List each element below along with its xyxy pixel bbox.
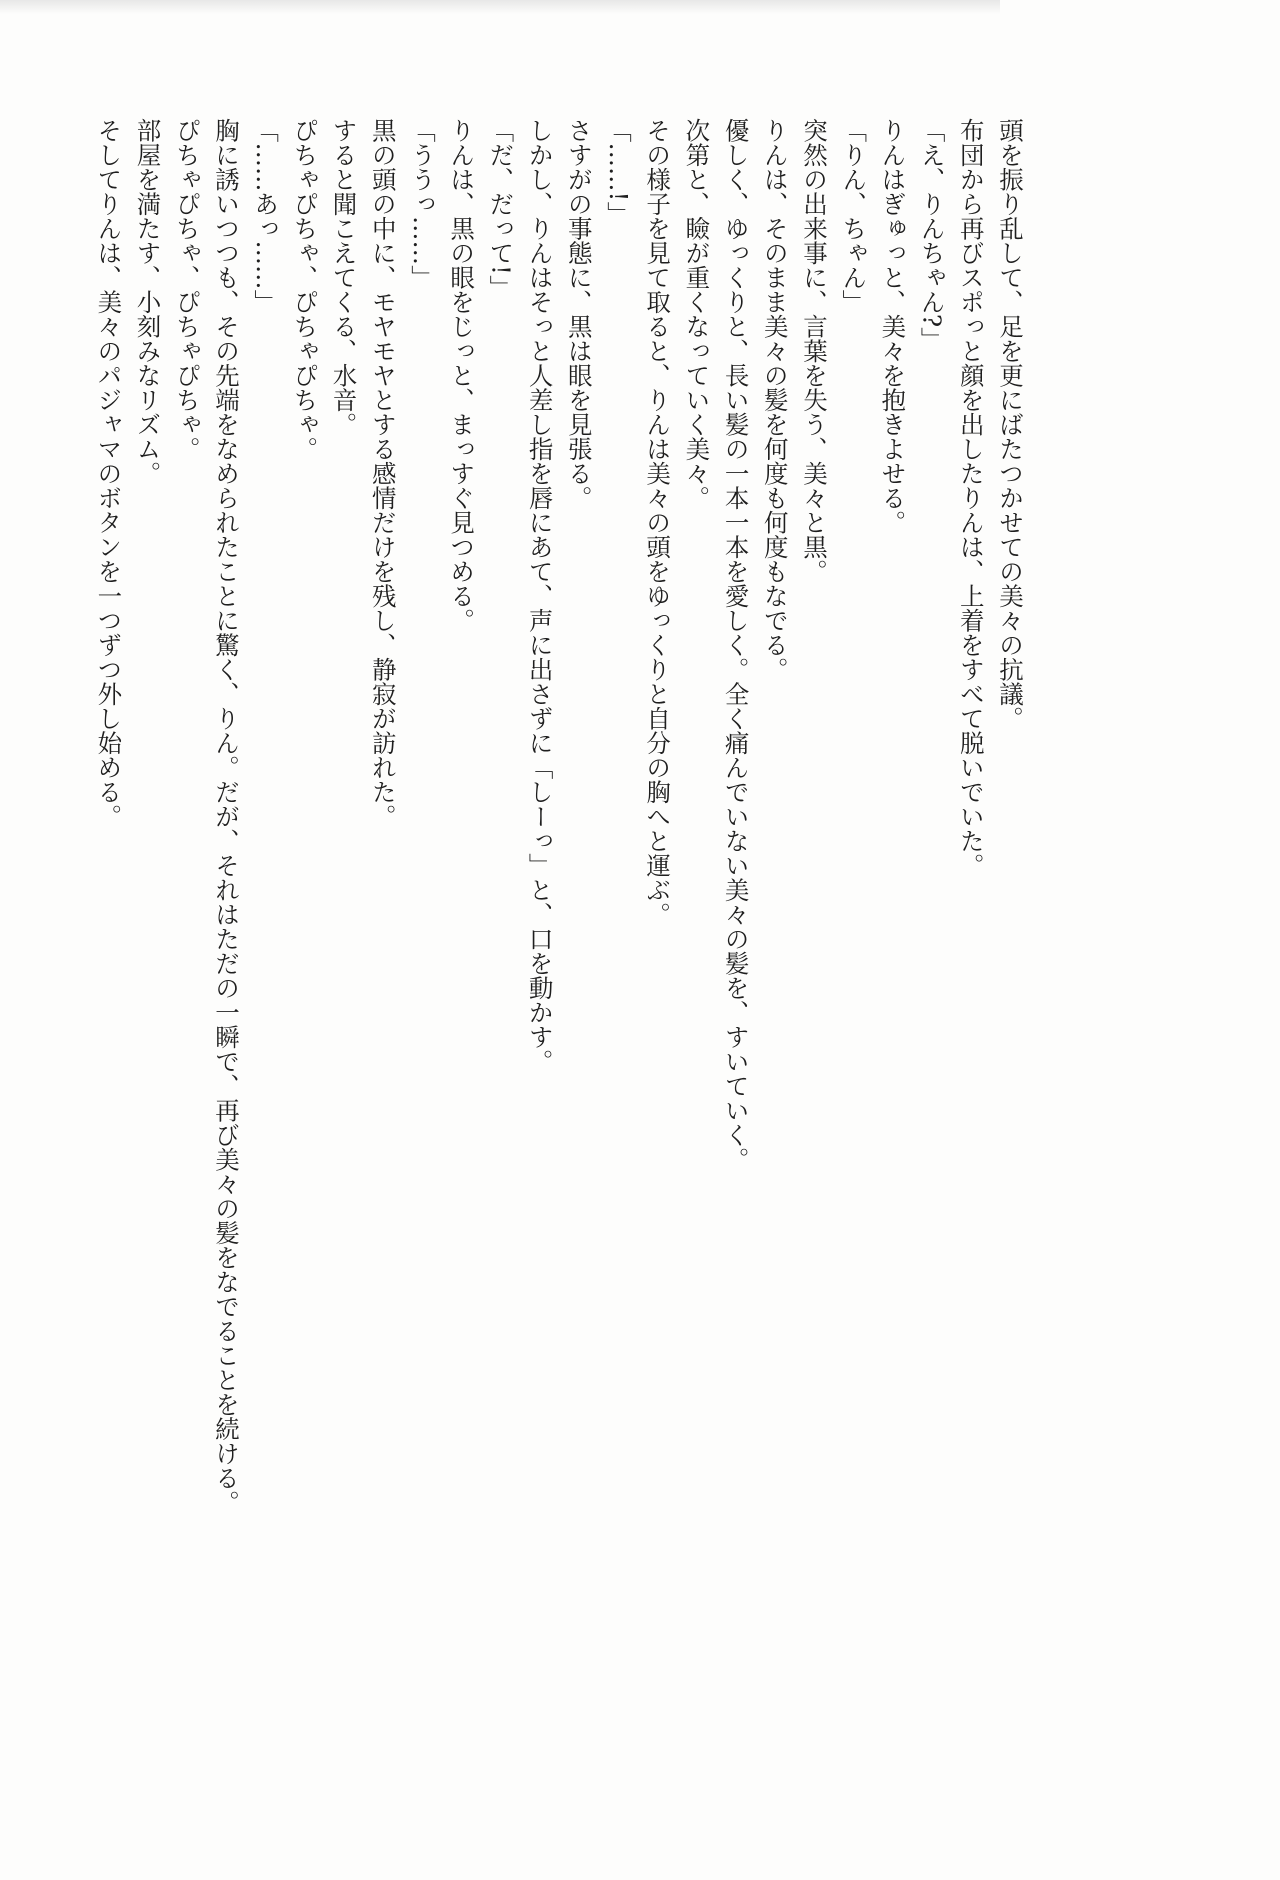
text-line: りんはぎゅっと、美々を抱きよせる。 — [878, 118, 908, 535]
text-line: しかし、りんはそっと人差し指を唇にあて、声に出さずに「しーっ」と、口を動かす。 — [525, 118, 555, 1074]
text-line: 部屋を満たす、小刻みなリズム。 — [133, 118, 163, 486]
text-line: 黒の頭の中に、モヤモヤとする感情だけを残し、静寂が訪れた。 — [368, 118, 398, 829]
text-line: そしてりんは、美々のパジャマのボタンを一つずつ外し始める。 — [94, 118, 124, 829]
text-line: りんは、黒の眼をじっと、まっすぐ見つめる。 — [447, 118, 477, 633]
text-line: 「……あっ……」 — [251, 118, 281, 314]
text-line: 次第と、瞼が重くなっていく美々。 — [682, 118, 712, 510]
text-line: さすがの事態に、黒は眼を見張る。 — [564, 118, 594, 510]
text-line: 突然の出来事に、言葉を失う、美々と黒。 — [799, 118, 829, 584]
text-line: 「……!」 — [603, 118, 633, 226]
text-line: すると聞こえてくる、水音。 — [329, 118, 359, 437]
text-line: 優しく、ゆっくりと、長い髪の一本一本を愛しく。全く痛んでいない美々の髪を、すいていく。 — [721, 118, 751, 1172]
text-line: 「ううっ……」 — [407, 118, 437, 290]
text-line: 「え、りんちゃん?」 — [917, 118, 947, 352]
text-line: 頭を振り乱して、足を更にばたつかせての美々の抗議。 — [996, 118, 1025, 731]
text-line: りんは、そのまま美々の髪を何度も何度もなでる。 — [760, 118, 790, 682]
vertical-text-body — [89, 118, 1030, 1758]
text-line: 布団から再びスポっと顔を出したりんは、上着をすべて脱いでいた。 — [956, 118, 986, 878]
text-line: その様子を見て取ると、りんは美々の頭をゆっくりと自分の胸へと運ぶ。 — [643, 118, 673, 927]
text-line: ぴちゃぴちゃ、ぴちゃぴちゃ。 — [290, 118, 320, 461]
text-line: 「りん、ちゃん」 — [839, 118, 869, 314]
scan-edge-shadow — [0, 0, 1000, 14]
text-line: 胸に誘いつつも、その先端をなめられたことに驚く、りん。だが、それはただの一瞬で、再び美々の髪をなでることを続ける。 — [211, 118, 241, 1515]
text-line: 「だ、だって!」 — [486, 118, 516, 300]
text-line: ぴちゃぴちゃ、ぴちゃぴちゃ。 — [172, 118, 202, 461]
